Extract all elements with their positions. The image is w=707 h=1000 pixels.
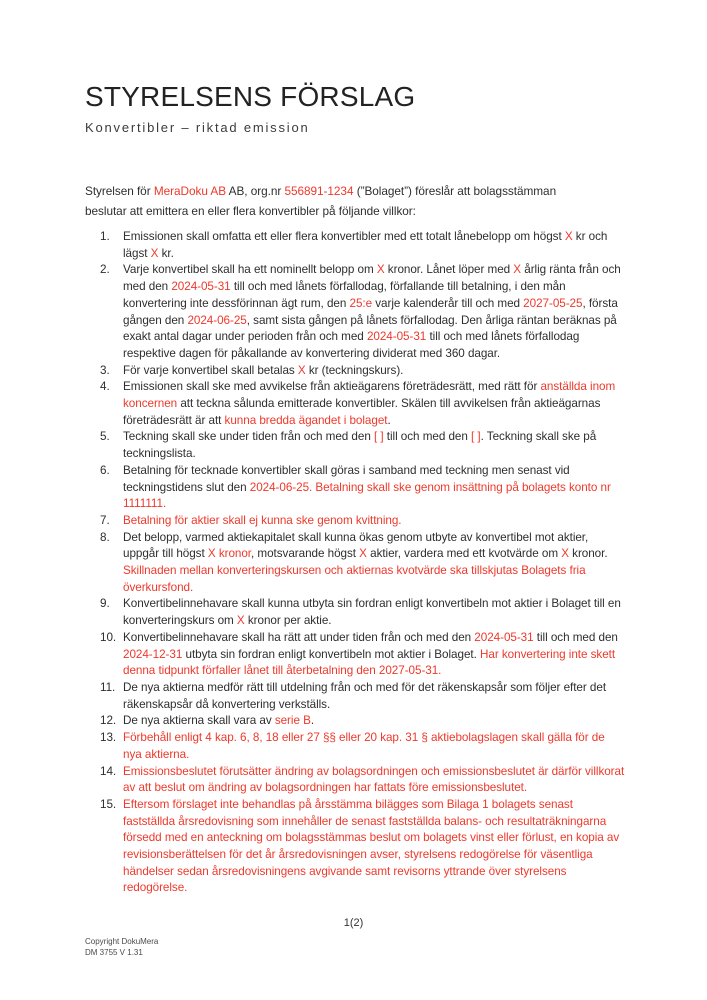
- list-item-text: [123, 713, 625, 730]
- static-text: kr (teckningskurs).: [305, 363, 404, 377]
- variable-text: 2027-05-25: [523, 296, 583, 310]
- list-item-number: 4.: [100, 380, 110, 394]
- variable-text: Emissionsbeslutet förutsätter ändring av bolagsordningen och emissionsbeslutet är därför villkorat av att beslut om ändring av bolagsordningen har fattats före emissionsbeslutet.: [123, 764, 625, 795]
- variable-text: kunna bredda ägandet i bolaget: [224, 413, 388, 427]
- list-item: [100, 630, 625, 680]
- variable-text: 2024-06-25. Betalning skall ske genom insättning på bolagets konto nr 1111111.: [123, 480, 611, 511]
- list-item: [100, 513, 625, 530]
- list-item-number: 14.: [100, 764, 117, 778]
- list-item: [100, 596, 625, 629]
- list-item-number: 15.: [100, 797, 117, 811]
- static-text: För varje konvertibel skall betalas: [123, 363, 298, 377]
- static-text: Emissionen skall omfatta ett eller flera konvertibler med ett totalt lånebelopp om högst: [123, 230, 565, 243]
- static-text: Det belopp, varmed aktiekapitalet skall kunna ökas genom utbyte av konvertibel mot aktier, uppgår till högst: [123, 530, 589, 561]
- list-item-number: 13.: [100, 731, 117, 745]
- static-text: kronor.: [568, 547, 608, 561]
- list-item-text: [123, 530, 625, 597]
- copyright-line: Copyright DokuMera: [85, 937, 159, 946]
- static-text: (”Bolaget”) föreslår att bolagsstämman beslutar att emittera en eller flera konvertibler på följande villkor:: [85, 184, 557, 218]
- static-text: årlig ränta från och med den: [123, 263, 621, 294]
- variable-text: MeraDoku AB: [153, 184, 227, 198]
- list-item-text: [123, 680, 625, 713]
- list-item-number: 3.: [100, 363, 110, 377]
- variable-text: X: [513, 263, 522, 277]
- page-number: 1(2): [343, 917, 364, 929]
- variable-text: X: [376, 263, 385, 277]
- static-text: De nya aktierna medför rätt till utdelning från och med för det räkenskapsår som följer efter det räkenskapsår då konvertering verkställs.: [123, 680, 607, 711]
- list-item-text: [123, 630, 625, 680]
- static-text: , samt sista gången på lånets förfallodag. Den årliga räntan beräknas på exakt antal dagar under perioden från och med: [123, 313, 617, 344]
- variable-text: X: [564, 230, 573, 243]
- document-header: [85, 82, 415, 135]
- list-item-number: 1.: [100, 230, 110, 243]
- list-item: [100, 229, 625, 262]
- list-item: [100, 363, 625, 380]
- list-item-number: 9.: [100, 597, 110, 611]
- variable-text: [ ]: [373, 430, 384, 444]
- list-item-text: [123, 379, 625, 429]
- list-item: [100, 530, 625, 597]
- variable-text: X: [236, 614, 245, 628]
- variable-text: 2024-06-25: [187, 313, 247, 327]
- variable-text: Har konvertering inte skett denna tidpunkt förfaller lånet till återbetalning den 2027-05-31.: [123, 647, 616, 678]
- static-text: till och med lånets förfallodag respektive dagen för påkallande av konvertering dividerat med 360 dagar.: [123, 330, 580, 360]
- variable-text: X: [561, 547, 569, 561]
- variable-text: Förbehåll enligt 4 kap. 6, 8, 18 eller 27 §§ eller 20 kap. 31 § aktiebolagslagen skall gälla för de nya aktierna.: [123, 731, 605, 761]
- static-text: AB, org.nr: [226, 184, 285, 198]
- list-item-text: [123, 730, 625, 763]
- variable-text: X kronor: [207, 547, 252, 561]
- static-text: kr.: [158, 246, 174, 260]
- static-text: utbyta sin fordran enligt konvertibeln mot aktier i Bolaget.: [182, 647, 480, 661]
- list-item-text: [123, 463, 625, 513]
- list-item: [100, 730, 625, 763]
- variable-text: anställda inom koncernen: [123, 380, 616, 411]
- static-text: Konvertibelinnehavare skall ha rätt att under tiden från och med den: [123, 630, 475, 644]
- page-title: STYRELSENS FÖRSLAG: [85, 81, 416, 112]
- variable-text: Eftersom förslaget inte behandlas på årsstämma bilägges som Bilaga 1 bolagets senast fastställda årsredovisning som innehåller de senast fastställda balans- och resultaträkningarna försedd med en anteckning om bolagsstämmas beslut om bolagets vinst eller förlust, en kopia av revisionsberättelsen för det år årsredovisningen avser, styrelsens redogörelse för väsentliga händelser sedan årsredovisningens avgivande samt revisorns yttrande över styrelsens redogörelse.: [123, 797, 620, 895]
- static-text: , motsvarande högst: [251, 547, 360, 561]
- list-item-text: [123, 429, 625, 462]
- list-item: [100, 379, 625, 429]
- variable-text: 2024-05-31: [474, 630, 534, 644]
- list-item: [100, 262, 625, 362]
- list-item: [100, 680, 625, 713]
- static-text: aktier, vardera med ett kvotvärde om: [366, 547, 562, 561]
- list-item-text: [123, 797, 625, 897]
- list-item-number: 2.: [100, 263, 110, 277]
- static-text: varje kalenderår till och med: [372, 296, 524, 310]
- list-item-text: [123, 513, 625, 530]
- static-text: kr och lägst: [123, 230, 608, 260]
- list-item: [100, 764, 625, 797]
- list-item-number: 12.: [100, 714, 117, 728]
- list-item: [100, 713, 625, 730]
- list-item-text: [123, 229, 625, 262]
- static-text: kronor per aktie.: [244, 614, 332, 628]
- list-item-text: [123, 596, 625, 629]
- static-text: till och med den: [533, 630, 618, 644]
- variable-text: 2024-12-31: [123, 647, 183, 661]
- static-text: Varje konvertibel skall ha ett nominellt belopp om: [123, 263, 377, 277]
- variable-text: 556891-1234: [284, 184, 354, 198]
- variable-text: X: [359, 547, 367, 561]
- list-item: [100, 463, 625, 513]
- static-text: till och med lånets förfallodag, förfallande till betalning, i den mån konvertering inte dessförinnan ägt rum, den: [123, 280, 566, 310]
- static-text: Emissionen skall ske med avvikelse från aktieägarens företrädesrätt, med rätt för: [123, 380, 541, 394]
- copyright-block: [85, 937, 158, 958]
- list-item-number: 11.: [100, 680, 116, 694]
- list-item-number: 6.: [100, 463, 110, 477]
- static-text: Teckning skall ske under tiden från och med den: [123, 430, 374, 444]
- intro-paragraph: [85, 181, 597, 221]
- variable-text: serie B: [274, 714, 311, 728]
- list-item-text: [123, 262, 625, 362]
- list-item-text: [123, 363, 625, 380]
- list-item-number: 7.: [100, 513, 110, 527]
- variable-text: X: [297, 363, 306, 377]
- static-text: . Teckning skall ske på teckningslista.: [123, 430, 597, 461]
- static-text: Styrelsen för: [85, 184, 154, 198]
- static-text: Konvertibelinnehavare skall kunna utbyta sin fordran enligt konvertibeln mot aktier i Bolaget till en konverteringskurs om: [123, 597, 621, 628]
- variable-text: Betalning för aktier skall ej kunna ske genom kvittning.: [123, 513, 402, 527]
- static-text: .: [387, 413, 391, 427]
- list-item-number: 5.: [100, 430, 110, 444]
- static-text: , första gången den: [123, 296, 618, 327]
- variable-text: 25:e: [349, 296, 373, 310]
- static-text: Betalning för tecknade konvertibler skall göras i samband med teckning men senast vid teckningstidens slut den: [123, 463, 570, 494]
- list-item-number: 10.: [100, 630, 117, 644]
- static-text: De nya aktierna skall vara av: [123, 714, 275, 728]
- static-text: .: [310, 714, 315, 728]
- variable-text: 2024-05-31: [171, 280, 231, 294]
- variable-text: X: [150, 246, 159, 260]
- static-text: till och med den: [383, 430, 472, 444]
- list-item: [100, 797, 625, 897]
- variable-text: Skillnaden mellan konverteringskursen och aktiernas kvotvärde ska tillskjutas Bolagets fria överkursfond.: [123, 564, 586, 594]
- page-subtitle: Konvertibler – riktad emission: [85, 119, 310, 135]
- list-item-text: [123, 764, 625, 797]
- version-line: DM 3755 V 1.31: [85, 947, 143, 957]
- static-text: att teckna sålunda emitterade konvertibler. Skälen till avvikelsen från aktieägarnas företrädesrätt är att: [123, 397, 601, 427]
- terms-list: [100, 229, 625, 897]
- variable-text: [ ]: [471, 430, 481, 444]
- list-item-number: 8.: [100, 530, 110, 544]
- static-text: kronor. Lånet löper med: [384, 263, 514, 277]
- list-item: [100, 429, 625, 462]
- variable-text: 2024-05-31: [366, 330, 427, 344]
